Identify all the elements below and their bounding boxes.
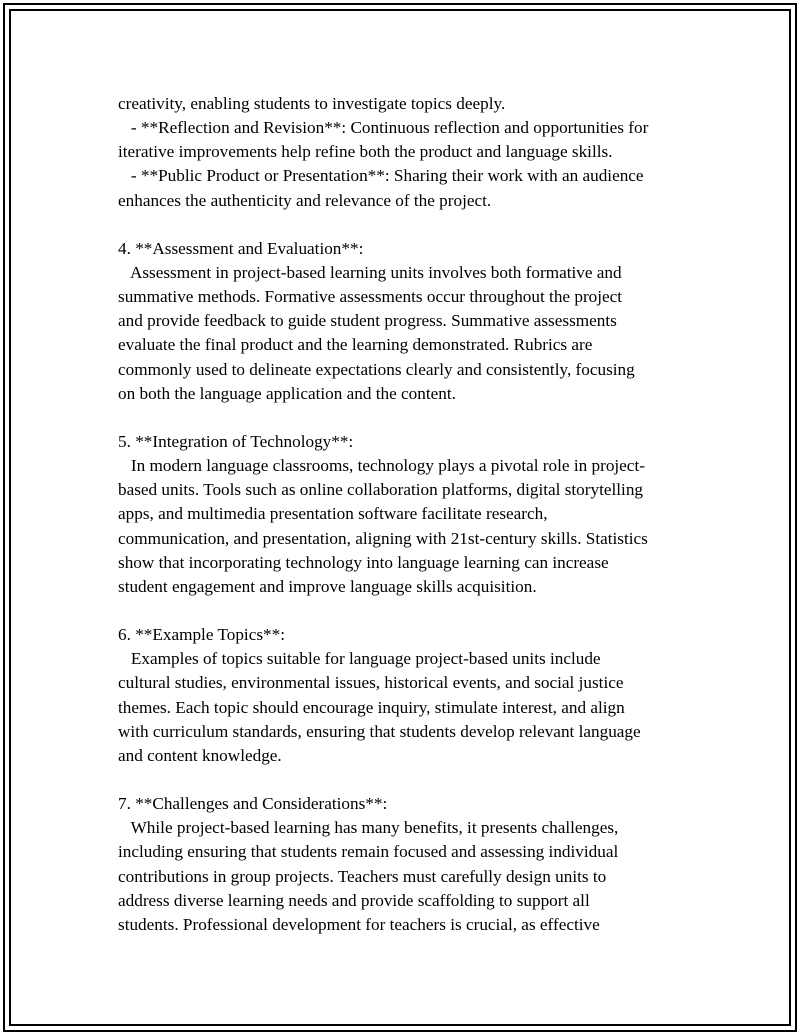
text-line: 4. **Assessment and Evaluation**: [118,238,364,258]
text-line: students. Professional development for teachers is crucial, as effective [118,914,600,934]
text-line: Examples of topics suitable for language project-based units include [118,649,601,669]
text-line: 5. **Integration of Technology**: [118,431,354,451]
text-line: communication, and presentation, aligning with 21st-century skills. Statistics [118,528,648,548]
blank-line [118,768,698,792]
text-line: Assessment in project-based learning units involves both formative and [118,262,622,282]
blank-line [118,213,698,237]
text-line: based units. Tools such as online collaboration platforms, digital storytelling [118,480,644,500]
text-line: summative methods. Formative assessments occur throughout the project [118,287,623,307]
text-line: with curriculum standards, ensuring that students develop relevant language [118,721,641,741]
text-line: and content knowledge. [118,745,282,765]
text-line: and provide feedback to guide student progress. Summative assessments [118,311,617,331]
text-line: creativity, enabling students to investigate topics deeply. [118,94,506,113]
text-line: evaluate the final product and the learning demonstrated. Rubrics are [118,335,593,355]
text-line: student engagement and improve language skills acquisition. [118,576,537,596]
text-line: enhances the authenticity and relevance of the project. [118,190,492,210]
text-line: address diverse learning needs and provide scaffolding to support all [118,890,590,910]
text-line: including ensuring that students remain focused and assessing individual [118,842,619,862]
text-line: 7. **Challenges and Considerations**: [118,794,388,814]
text-line: apps, and multimedia presentation software facilitate research, [118,504,548,524]
text-line: iterative improvements help refine both the product and language skills. [118,142,613,162]
text-line: In modern language classrooms, technology plays a pivotal role in project- [118,456,645,476]
text-line: While project-based learning has many benefits, it presents challenges, [118,818,619,838]
text-line: show that incorporating technology into language learning can increase [118,552,609,572]
text-line: contributions in group projects. Teachers must carefully design units to [118,866,607,886]
text-line: commonly used to delineate expectations clearly and consistently, focusing [118,359,635,379]
text-line: themes. Each topic should encourage inquiry, stimulate interest, and align [118,697,625,717]
blank-line [118,599,698,623]
text-line: 6. **Example Topics**: [118,625,285,645]
blank-line [118,406,698,430]
text-line: cultural studies, environmental issues, historical events, and social justice [118,673,624,693]
document-body [118,92,698,937]
text-line: - **Reflection and Revision**: Continuous reflection and opportunities for [118,118,649,138]
text-line: on both the language application and the content. [118,383,456,403]
text-line: - **Public Product or Presentation**: Sharing their work with an audience [118,166,644,186]
